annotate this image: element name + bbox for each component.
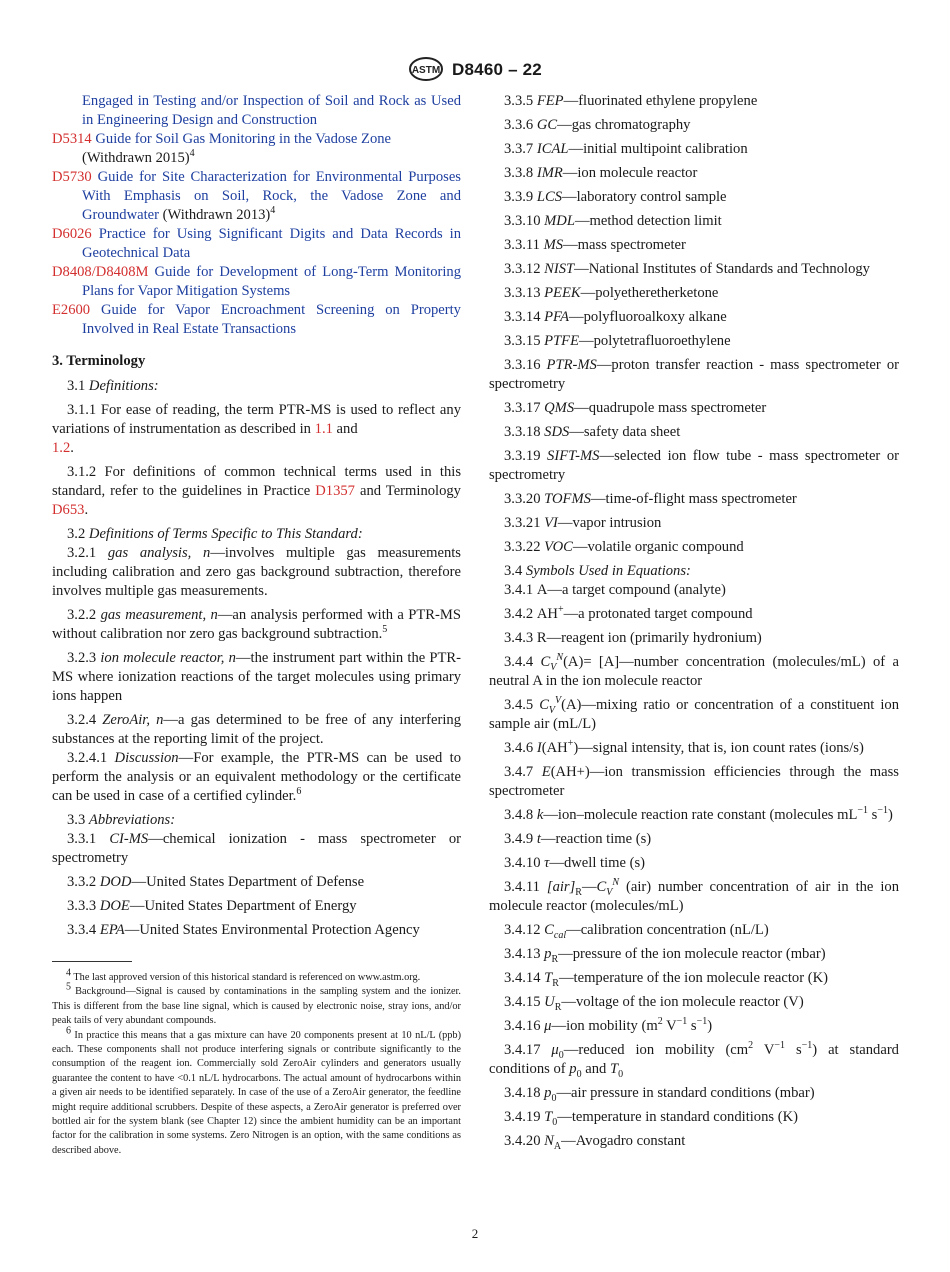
symbol-item: 3.4.19 $T_0—temperature$ in standard conditions (K) [504, 1109, 798, 1128]
symbol-item: 3.4.4 $C_V^N(A)=$ [A]—number concentration (molecules/mL) of a neutral A in the ion molecule reactor [489, 652, 899, 689]
abbreviation-item: 3.3.21 VI—vapor intrusion [504, 515, 662, 531]
symbol-item: 3.4.16 μ—ion mobility ($m^2$ $V^{-1}$ $s^{-1}$) [504, 1016, 713, 1034]
abbreviation-item: 3.3.14 PFA—polyfluoroalkoxy alkane [504, 309, 727, 325]
section-link[interactable]: 1.2 [52, 440, 71, 456]
standard-link[interactable]: D1357 [315, 483, 355, 499]
section-title: 3. Terminology [52, 353, 146, 369]
section-link[interactable]: 1.1 [314, 421, 333, 437]
reference-continuation: Engaged in Testing and/or Inspection of Soil and Rock as Used in Engineering Design and Construction [82, 93, 461, 128]
page-header [0, 56, 950, 82]
symbol-item: 3.4.13 $p_R—pressure$ of the ion molecule reactor (mbar) [504, 946, 826, 965]
reference-item: E2600 Guide for Vapor Encroachment Screening on Property Involved in Real Estate Transactions [52, 302, 461, 337]
abbreviation-item: 3.3.22 VOC—volatile organic compound [504, 539, 744, 555]
symbol-item: 3.4.3 R—reagent ion (primarily hydronium) [504, 630, 762, 646]
abbreviation-item: 3.3.8 IMR—ion molecule reactor [504, 165, 698, 181]
reference-link[interactable]: E2600 [52, 302, 91, 318]
page-number: 2 [471, 1226, 479, 1241]
abbreviation-item: 3.3.15 PTFE—polytetrafluoroethylene [504, 333, 731, 349]
symbol-item: 3.4.7 E(AH+)—ion transmission efficiencies through the mass spectrometer [489, 764, 899, 799]
abbreviation-item: 3.3.1 CI-MS—chemical ionization - mass spectrometer or spectrometry [52, 831, 461, 866]
abbreviation-item: 3.3.18 SDS—safety data sheet [504, 424, 681, 440]
symbol-item: 3.4.17 $\mu_0—reduced$ ion mobility ($cm^2$ $V^{-1}$ $s^{-1}$) at standard conditions of $p_0$ and $T_0$ [489, 1040, 899, 1080]
symbol-item: 3.4.6 I(AH+)—signal intensity, that is, ion count rates (ions/s) [504, 738, 864, 756]
reference-link[interactable]: D6026 [52, 226, 92, 242]
definition-paragraph: 3.2.4 ZeroAir, n—a gas determined to be free of any interfering substances at the reporting limit of the project. [52, 712, 461, 747]
abbreviation-item: 3.3.2 DOD—United States Department of Defense [67, 874, 365, 890]
svg-text:ASTM: ASTM [411, 65, 441, 76]
reference-link[interactable]: D5314 [52, 131, 92, 147]
subsection-heading: 3.4 Symbols Used in Equations: [504, 563, 691, 579]
definition-paragraph: 3.1.2 For definitions of common technical terms used in this standard, refer to the guidelines in Practice D1357 and Terminology D653. [52, 464, 461, 518]
abbreviation-item: 3.3.3 DOE—United States Department of Energy [67, 898, 357, 914]
abbreviation-item: 3.3.13 PEEK—polyetheretherketone [504, 285, 719, 301]
symbol-item: 3.4.9 t—reaction time (s) [504, 831, 652, 847]
symbol-item: 3.4.15 $U_R—voltage$ of the ion molecule reactor (V) [504, 994, 804, 1013]
definition-paragraph: 3.2.1 gas analysis, n—involves multiple gas measurements including calibration and zero gas background subtraction, therefore involves multiple gas measurements. [52, 545, 461, 599]
abbreviation-item: 3.3.4 EPA—United States Environmental Protection Agency [67, 922, 420, 938]
footnote: $^4$ The last approved version of this historical standard is referenced on www.astm.org. [66, 967, 421, 983]
abbreviation-item: 3.3.10 MDL—method detection limit [504, 213, 722, 229]
symbol-item: 3.4.1 A—a target compound (analyte) [504, 582, 726, 598]
abbreviation-item: 3.3.6 GC—gas chromatography [504, 117, 691, 133]
astm-logo-icon [408, 56, 444, 82]
symbol-item: 3.4.8 k—ion–molecule reaction rate constant (molecules $mL^{-1}$ $s^{-1}$) [504, 805, 893, 823]
abbreviation-item: 3.3.7 ICAL—initial multipoint calibration [504, 141, 748, 157]
reference-link[interactable]: D5730 [52, 169, 92, 185]
document-id: D8460 – 22 [452, 59, 542, 79]
symbol-item: 3.4.5 $C_V^V(A)—mixing$ ratio or concentration of a constituent ion sample air (mL/L) [489, 695, 899, 732]
definition-paragraph: 3.2.4.1 Discussion—For example, the PTR-MS can be used to perform the analysis or an equivalent methodology or the certificate can be used in case of a certified cylinder.$^6$ [52, 750, 461, 804]
reference-link[interactable]: D8408/D8408M [52, 264, 149, 280]
reference-item: D5730 Guide for Site Characterization for Environmental Purposes With Emphasis on Soil, Rock, the Vadose Zone and Groundwater (Withdrawn 2013)$^4$ [52, 169, 461, 223]
definition-paragraph: 3.1.1 For ease of reading, the term PTR-MS is used to reflect any variations of instrumentation as described in 1.1 and 1.2. [52, 402, 461, 456]
abbreviation-item: 3.3.19 SIFT-MS—selected ion flow tube - mass spectrometer or spectrometry [489, 448, 899, 483]
footnote-divider [52, 961, 132, 962]
right-column [489, 92, 899, 1156]
reference-item: D5314 Guide for Soil Gas Monitoring in the Vadose Zone (Withdrawn 2015)$^4$ [52, 131, 392, 166]
symbol-item: 3.4.11 $[air]_R—C_V^N$ (air) number concentration of air in the ion molecule reactor (molecules/mL) [489, 877, 899, 914]
reference-item: D6026 Practice for Using Significant Digits and Data Records in Geotechnical Data [52, 226, 462, 261]
definition-paragraph: 3.2.3 ion molecule reactor, n—the instrument part within the PTR-MS where ionization reactions of the target molecules using primary ions happen [52, 650, 462, 704]
subsection-heading: 3.2 Definitions of Terms Specific to This Standard: [67, 526, 363, 542]
footnote: $^5$ Background—Signal is caused by contaminations in the sampling system and the ionizer. This is different from the base line signal, which is caused by electronic noise, stray ions, and/or peak tails of very abundant compounds. [52, 981, 461, 1027]
footnote: $^6$ In practice this means that a gas mixture can have 20 components present at 10 nL/L (ppb) each. These components shall not produce interfering signals or contribute significantly to the consumption of the reagent ion. Commercially sold ZeroAir cylinders and generators usually guarantee the content to have <0.1 nL/L hydrocarbons. The actual amount of hydrocarbons within a given air needs to be identified separately. In case of the use of a ZeroAir generator, the feedline might require additional scrubbers. Despite of these aspects, a ZeroAir generator is preferred over bottled air for the system blank (see Chapter 12) since the ambient humidity can be an important factor for the calibration in some systems. Zero Nitrogen is an option, with the same conditions as described above. [52, 1025, 461, 1156]
left-column [52, 92, 461, 1158]
symbol-item: 3.4.14 $T_R—temperature$ of the ion molecule reactor (K) [504, 970, 828, 989]
subsection-heading: 3.1 Definitions: [67, 378, 159, 394]
abbreviation-item: 3.3.12 NIST—National Institutes of Standards and Technology [504, 261, 870, 277]
abbreviation-item: 3.3.20 TOFMS—time-of-flight mass spectrometer [504, 491, 797, 507]
abbreviation-item: 3.3.16 PTR-MS—proton transfer reaction - mass spectrometer or spectrometry [489, 357, 899, 392]
abbreviation-item: 3.3.5 FEP—fluorinated ethylene propylene [504, 93, 758, 109]
abbreviation-item: 3.3.17 QMS—quadrupole mass spectrometer [504, 400, 767, 416]
symbol-item: 3.4.12 $C_{cal}—calibration$ concentration (nL/L) [504, 922, 769, 941]
subsection-heading: 3.3 Abbreviations: [67, 812, 176, 828]
definition-paragraph: 3.2.2 gas measurement, n—an analysis performed with a PTR-MS without calibration nor zero gas background subtraction.$^5$ [52, 607, 461, 642]
reference-item: D8408/D8408M Guide for Development of Long-Term Monitoring Plans for Vapor Mitigation Systems [52, 264, 461, 299]
symbol-item: 3.4.2 AH+—a protonated target compound [504, 604, 753, 622]
abbreviation-item: 3.3.11 MS—mass spectrometer [504, 237, 686, 253]
symbol-item: 3.4.20 $N_A—Avogadro$ constant [504, 1133, 686, 1152]
standard-link[interactable]: D653 [52, 502, 85, 518]
symbol-item: 3.4.18 $p_0—air$ pressure in standard conditions (mbar) [504, 1085, 815, 1104]
abbreviation-item: 3.3.9 LCS—laboratory control sample [504, 189, 727, 205]
symbol-item: 3.4.10 τ—dwell time (s) [504, 855, 646, 871]
